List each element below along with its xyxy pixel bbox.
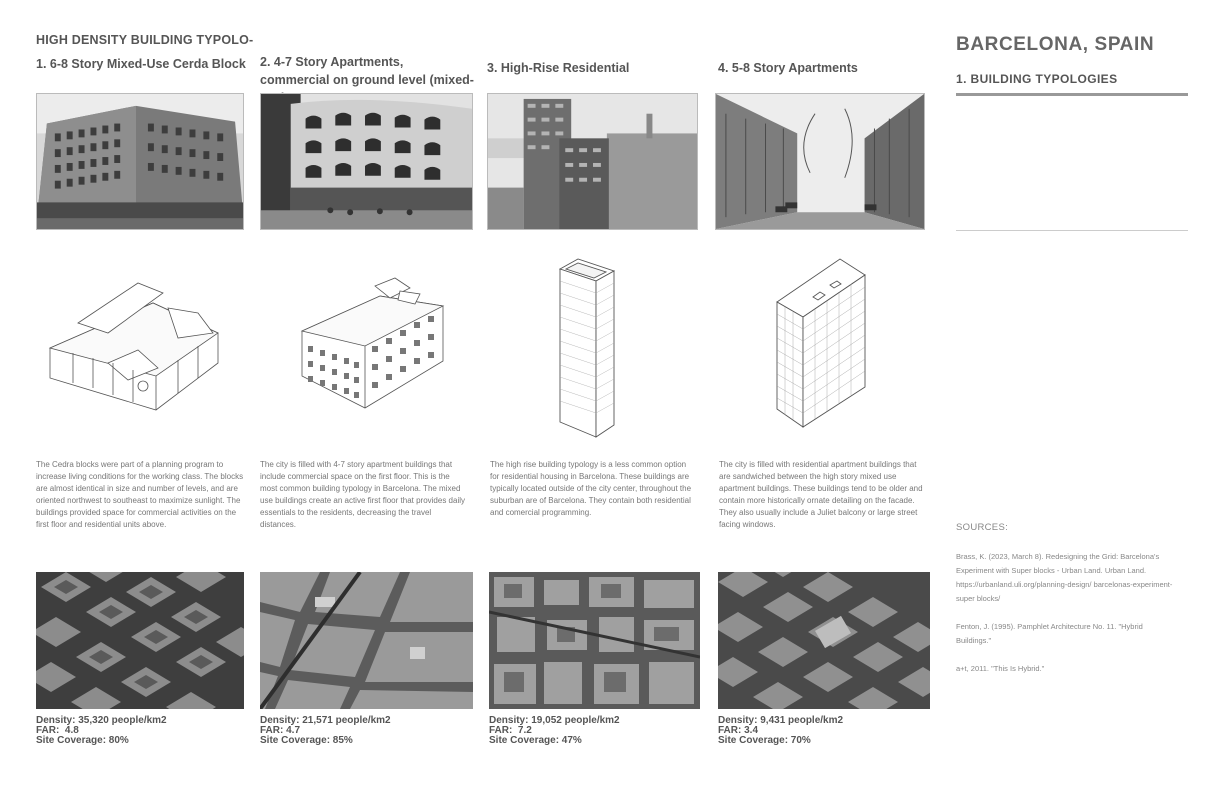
city-title: BARCELONA, SPAIN	[956, 34, 1155, 55]
page-heading: HIGH DENSITY BUILDING TYPOLO-	[36, 33, 254, 47]
mid-rise-axonometric	[775, 257, 867, 429]
site-coverage-label: Site Coverage: 70%	[718, 735, 811, 746]
section-divider	[956, 93, 1188, 96]
mid-rise-aerial	[718, 572, 930, 709]
typology-3-title: 3. High-Rise Residential	[487, 61, 630, 75]
high-rise-aerial	[489, 572, 700, 709]
site-coverage-label: Site Coverage: 85%	[260, 735, 353, 746]
density-label: Density: 19,052 people/km2	[489, 715, 620, 726]
sources-label: SOURCES:	[956, 522, 1009, 533]
far-label: FAR: 4.8	[36, 725, 79, 736]
cerda-block-axonometric	[48, 278, 220, 413]
typology-2-title: 2. 4-7 Story Apartments, commercial on ground level (mixed-	[260, 55, 474, 87]
typology-2-description: The city is filled with 4-7 story apartment buildings that include commercial space on the first floor. This is the most common building typology in Barcelona. The mixed use buildings create an active first floor that provides daily essentials to the residents, decreasing the travel distances.	[260, 460, 465, 529]
site-coverage-label: Site Coverage: 80%	[36, 735, 129, 746]
apartment-facade-photo	[260, 93, 473, 230]
typology-4-title: 4. 5-8 Story Apartments	[718, 61, 858, 75]
typology-3-description: The high rise building typology is a less common option for residential housing in Barcelona. These buildings are typically located outside of the city center, throughout the suburban are of Barcelona. They contain both residential and comercial programming.	[490, 460, 692, 517]
density-label: Density: 35,320 people/km2	[36, 715, 167, 726]
high-rise-axonometric	[558, 257, 616, 439]
typology-4-description: The city is filled with residential apartment buildings that are sandwiched between the high story mixed use apartment buildings. These buildings tend to be older and contain more historically ornate detailing on the facade. They also usually include a Juliet balcony or large street facing windows.	[719, 460, 923, 529]
typology-2-stats	[260, 716, 391, 746]
typology-1-description: The Cedra blocks were part of a planning program to increase living conditions for the working class. The blocks are almost identical in size and number of levels, and are oriented northwest to southeast to maximize sunlight. The buildings provided space for commercial activities on the first floor and residential units above.	[36, 460, 244, 529]
density-label: Density: 9,431 people/km2	[718, 715, 844, 726]
street-apartments-photo	[715, 93, 925, 230]
divider	[956, 230, 1188, 231]
source-item: a+t, 2011. "This Is Hybrid."	[956, 664, 1045, 673]
typology-3-stats	[489, 716, 620, 746]
typology-1-stats	[36, 716, 167, 746]
far-label: FAR: 3.4	[718, 725, 759, 736]
cerda-block-aerial	[36, 572, 244, 709]
source-item: Brass, K. (2023, March 8). Redesigning the Grid: Barcelona's Experiment with Super blocks - Urban Land. Urban Land. https://urbanland.uli.org/planning-design/ barcelonas-experiment-super blocks/	[956, 552, 1173, 603]
far-label: FAR: 7.2	[489, 725, 532, 736]
far-label: FAR: 4.7	[260, 725, 301, 736]
site-coverage-label: Site Coverage: 47%	[489, 735, 582, 746]
apartment-axonometric	[300, 276, 445, 411]
density-label: Density: 21,571 people/km2	[260, 715, 391, 726]
apartment-aerial	[260, 572, 473, 709]
typology-4-stats	[718, 716, 843, 746]
source-item: Fenton, J. (1995). Pamphlet Architecture No. 11. "Hybrid Buildings."	[956, 622, 1143, 645]
section-title: 1. BUILDING TYPOLOGIES	[956, 72, 1118, 86]
cerda-block-photo	[36, 93, 244, 230]
typology-1-title: 1. 6-8 Story Mixed-Use Cerda Block	[36, 57, 246, 71]
high-rise-photo	[487, 93, 698, 230]
